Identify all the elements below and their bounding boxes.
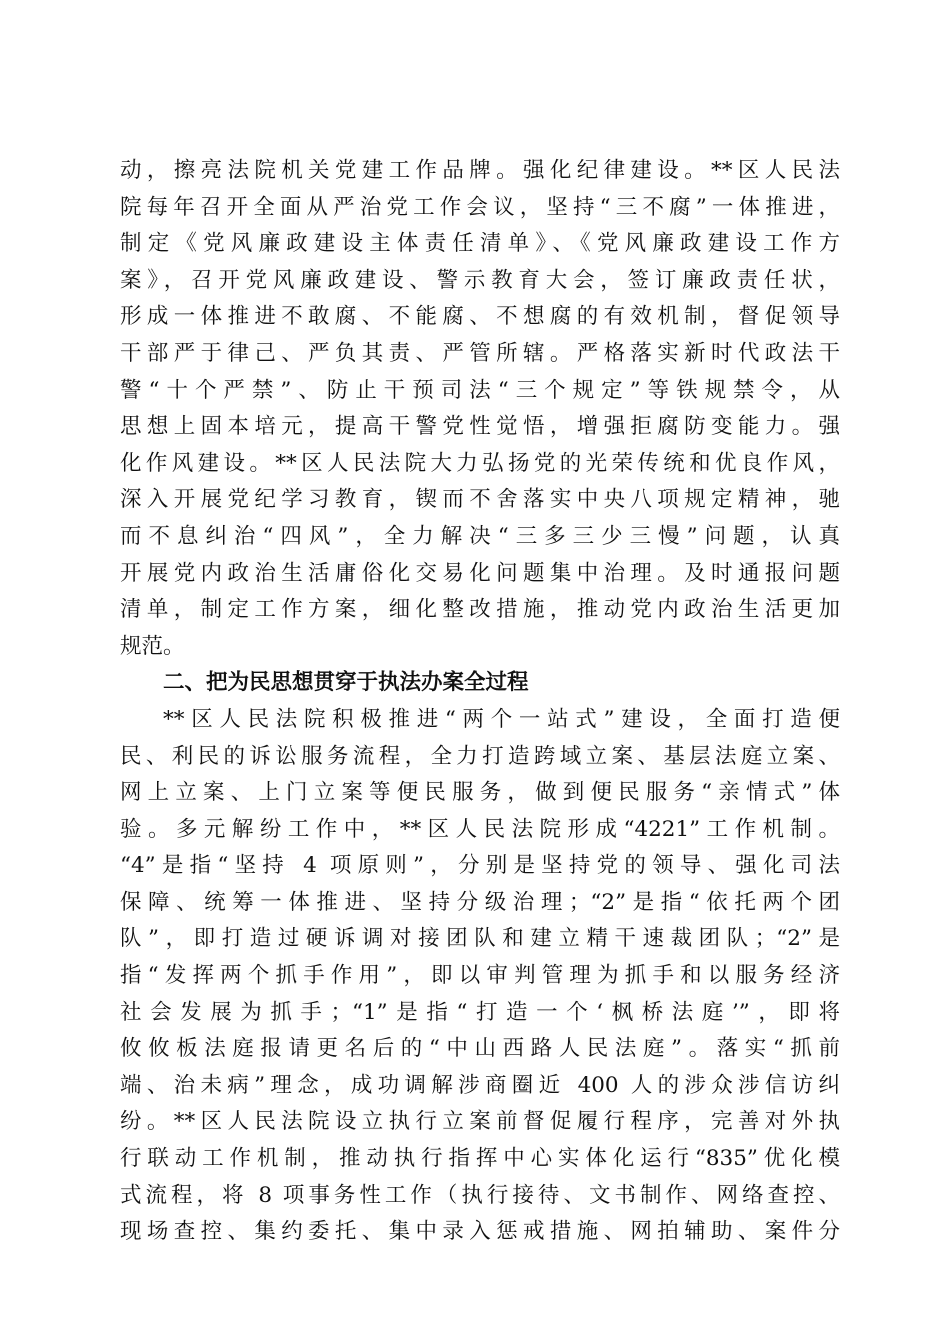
text-line: 化作风建设。**区人民法院大力弘扬党的光荣传统和优良作风，: [120, 450, 840, 476]
text-line: 攸攸板法庭报请更名后的“中山西路人民法庭”。落实“抓前: [120, 1036, 840, 1062]
text-line: 干部严于律己、严负其责、严管所辖。严格落实新时代政法干: [120, 340, 840, 366]
text-line: **区人民法院积极推进“两个一站式”建设，全面打造便: [163, 706, 840, 732]
text-line: 社会发展为抓手；“1”是指“打造一个‘枫桥法庭’”，即将: [120, 999, 840, 1025]
text-line: 院每年召开全面从严治党工作会议，坚持“三不腐”一体推进，: [120, 194, 840, 220]
section-heading: 二、把为民思想贯穿于执法办案全过程: [163, 670, 529, 696]
text-line: 民、利民的诉讼服务流程，全力打造跨域立案、基层法庭立案、: [120, 743, 840, 769]
text-line: 验。多元解纷工作中，**区人民法院形成“4221”工作机制。: [120, 816, 840, 842]
text-line: 制定《党风廉政建设主体责任清单》、《党风廉政建设工作方: [120, 231, 840, 257]
text-line: 式流程，将 8 项事务性工作（执行接待、文书制作、网络查控、: [120, 1182, 840, 1208]
paragraph-service: [120, 702, 840, 1251]
text-line: 保障、统筹一体推进、坚持分级治理；“2”是指“依托两个团: [120, 889, 840, 915]
text-line: 深入开展党纪学习教育，锲而不舍落实中央八项规定精神，驰: [120, 487, 840, 513]
text-line: 指“发挥两个抓手作用”，即以审判管理为抓手和以服务经济: [120, 963, 840, 989]
text-line: 案》，召开党风廉政建设、警示教育大会，签订廉政责任状，: [120, 267, 840, 293]
text-line: 形成一体推进不敢腐、不能腐、不想腐的有效机制，督促领导: [120, 304, 840, 330]
text-line: 端、治未病”理念，成功调解涉商圈近 400 人的涉众涉信访纠: [120, 1072, 840, 1098]
text-line: 警“十个严禁”、防止干预司法“三个规定”等铁规禁令，从: [120, 377, 840, 403]
text-line: 思想上固本培元，提高干警党性觉悟，增强拒腐防变能力。强: [120, 414, 840, 440]
text-line: 清单，制定工作方案，细化整改措施，推动党内政治生活更加: [120, 597, 840, 623]
paragraph-discipline: [120, 153, 840, 665]
text-line: 纷。**区人民法院设立执行立案前督促履行程序，完善对外执: [120, 1109, 840, 1135]
text-line: 队”，即打造过硬诉调对接团队和建立精干速裁团队；“2”是: [120, 926, 840, 952]
text-line: 而不息纠治“四风”，全力解决“三多三少三慢”问题，认真: [120, 523, 840, 549]
text-line: 现场查控、集约委托、集中录入惩戒措施、网拍辅助、案件分: [120, 1219, 840, 1245]
text-line: 网上立案、上门立案等便民服务，做到便民服务“亲情式”体: [120, 780, 840, 806]
document-body: [120, 153, 840, 1251]
text-line: 开展党内政治生活庸俗化交易化问题集中治理。及时通报问题: [120, 560, 840, 586]
text-line: “4”是指“坚持 4 项原则”，分别是坚持党的领导、强化司法: [120, 853, 840, 879]
text-line: 规范。: [120, 633, 185, 659]
text-line: 行联动工作机制，推动执行指挥中心实体化运行“835”优化模: [120, 1146, 840, 1172]
text-line: 动，擦亮法院机关党建工作品牌。强化纪律建设。**区人民法: [120, 158, 840, 183]
